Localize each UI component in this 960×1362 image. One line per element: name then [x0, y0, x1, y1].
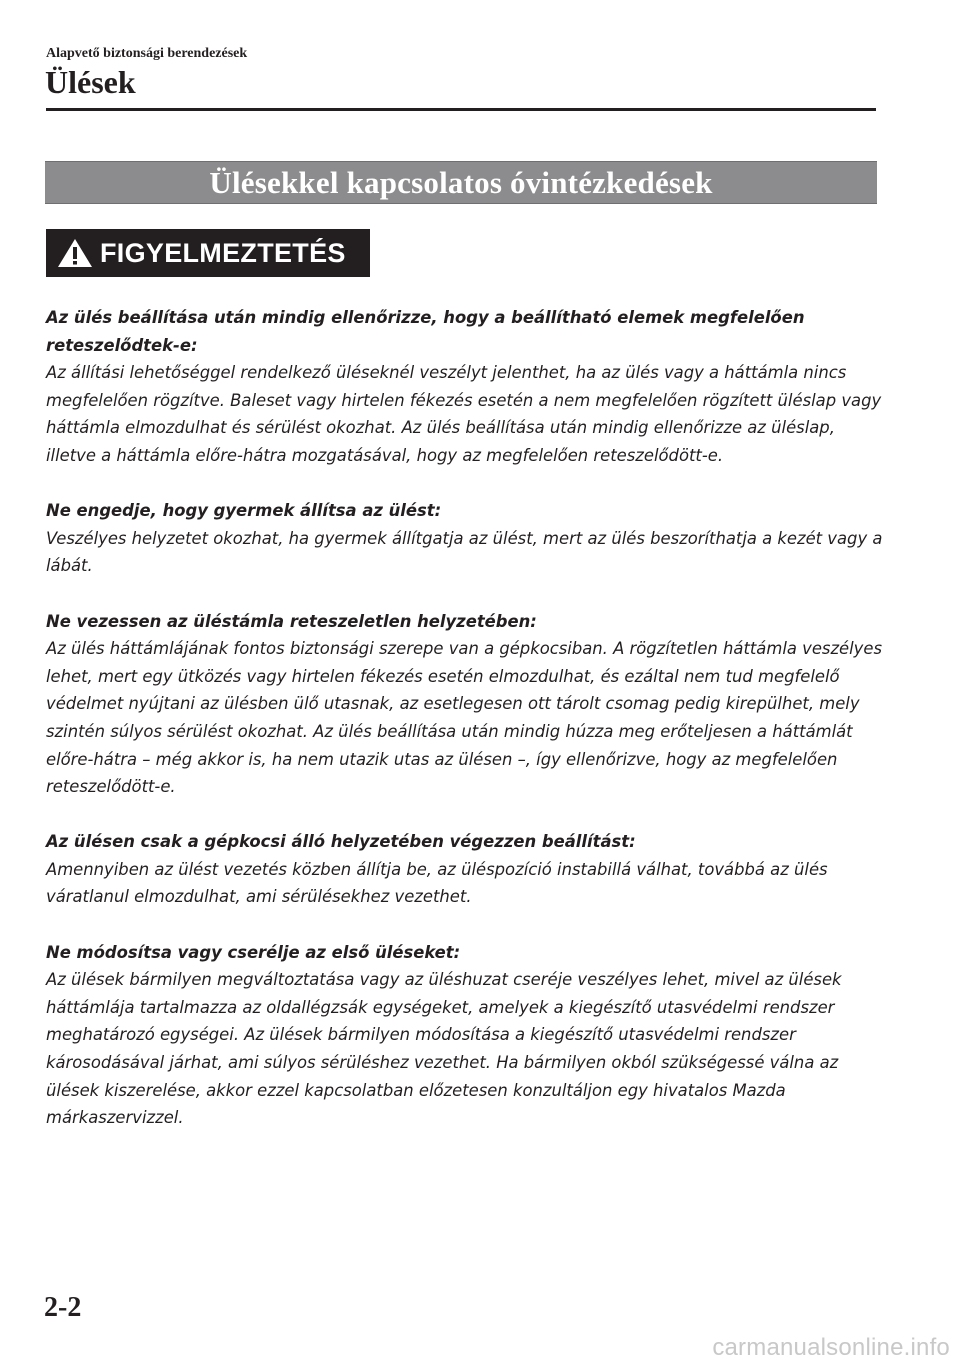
warning-triangle-icon [56, 237, 94, 269]
warning-block [46, 304, 886, 470]
warning-heading: Az ülésen csak a gépkocsi álló helyzetében végezzen beállítást: [46, 832, 636, 852]
watermark: carmanualsonline.info [712, 1334, 950, 1361]
warning-block [46, 828, 886, 911]
warning-heading: Ne engedje, hogy gyermek állítsa az ülést: [46, 501, 442, 521]
running-header-section: Alapvető biztonsági berendezések [46, 46, 248, 61]
running-header-title: Ülések [45, 64, 136, 100]
warning-body: Veszélyes helyzetet okozhat, ha gyermek állítgatja az ülést, mert az ülés beszoríthatja a kezét vagy a lábát. [46, 528, 883, 576]
warning-block [46, 497, 886, 580]
warning-badge [46, 229, 370, 277]
warning-body: Az ülés háttámlájának fontos biztonsági szerepe van a gépkocsiban. A rögzítetlen háttámla veszélyes lehet, mert egy ütközés vagy hirtelen fékezés esetén elmozdulhat, és ezáltal nem tud megfelelő védelmet nyújtani az ülésben ülő utasnak, az esetlegesen ott tárolt csomag pedig kirepülhet, mely szintén súlyos sérülést okozhat. Az ülés beállítása után mindig húzza meg erőteljesen a háttámlát előre-hátra – még akkor is, ha nem utazik utas az ülésen –, így ellenőrizve, hogy az megfelelően reteszelődött-e. [46, 639, 883, 797]
warning-block [46, 608, 886, 801]
warning-body: Az állítási lehetőséggel rendelkező üléseknél veszélyt jelenthet, ha az ülés vagy a háttámla nincs megfelelően rögzítve. Baleset vagy hirtelen fékezés esetén a nem megfelelően rögzített üléslap vagy háttámla elmozdulhat és sérülést okozhat. Az ülés beállítása után mindig ellenőrizze az üléslap, illetve a háttámla előre-hátra mozgatásával, hogy az megfelelően reteszelődött-e. [46, 363, 882, 465]
section-title: Ülésekkel kapcsolatos óvintézkedések [209, 164, 713, 200]
warning-heading: Ne vezessen az üléstámla reteszeletlen helyzetében: [46, 611, 537, 631]
warning-block [46, 939, 886, 1132]
warning-heading: Ne módosítsa vagy cserélje az első üléseket: [46, 942, 461, 962]
warning-body: Az ülések bármilyen megváltoztatása vagy az üléshuzat cseréje veszélyes lehet, mivel az ülések háttámlája tartalmazza az oldallégzsák egységeket, amelyek a kiegészítő utasvédelmi rendszer meghatározó egységei. Az ülések bármilyen módosítása a kiegészítő utasvédelmi rendszer károsodásával járhat, ami súlyos sérüléshez vezethet. Ha bármilyen okból szükségessé válna az ülések kiszerelése, akkor ezzel kapcsolatban előzetesen konzultáljon egy hivatalos Mazda márkaszervizzel. [46, 970, 842, 1128]
warning-content [46, 304, 886, 1159]
warning-heading: Az ülés beállítása után mindig ellenőrizze, hogy a beállítható elemek megfelelően reteszelődtek-e: [46, 308, 805, 355]
page-number: 2-2 [44, 1292, 82, 1323]
section-banner [45, 161, 877, 204]
warning-label: FIGYELMEZTETÉS [100, 237, 346, 268]
header-divider [46, 108, 876, 111]
warning-body: Amennyiben az ülést vezetés közben állítja be, az üléspozíció instabillá válhat, továbbá az ülés váratlanul elmozdulhat, ami sérülésekhez vezethet. [46, 859, 828, 907]
